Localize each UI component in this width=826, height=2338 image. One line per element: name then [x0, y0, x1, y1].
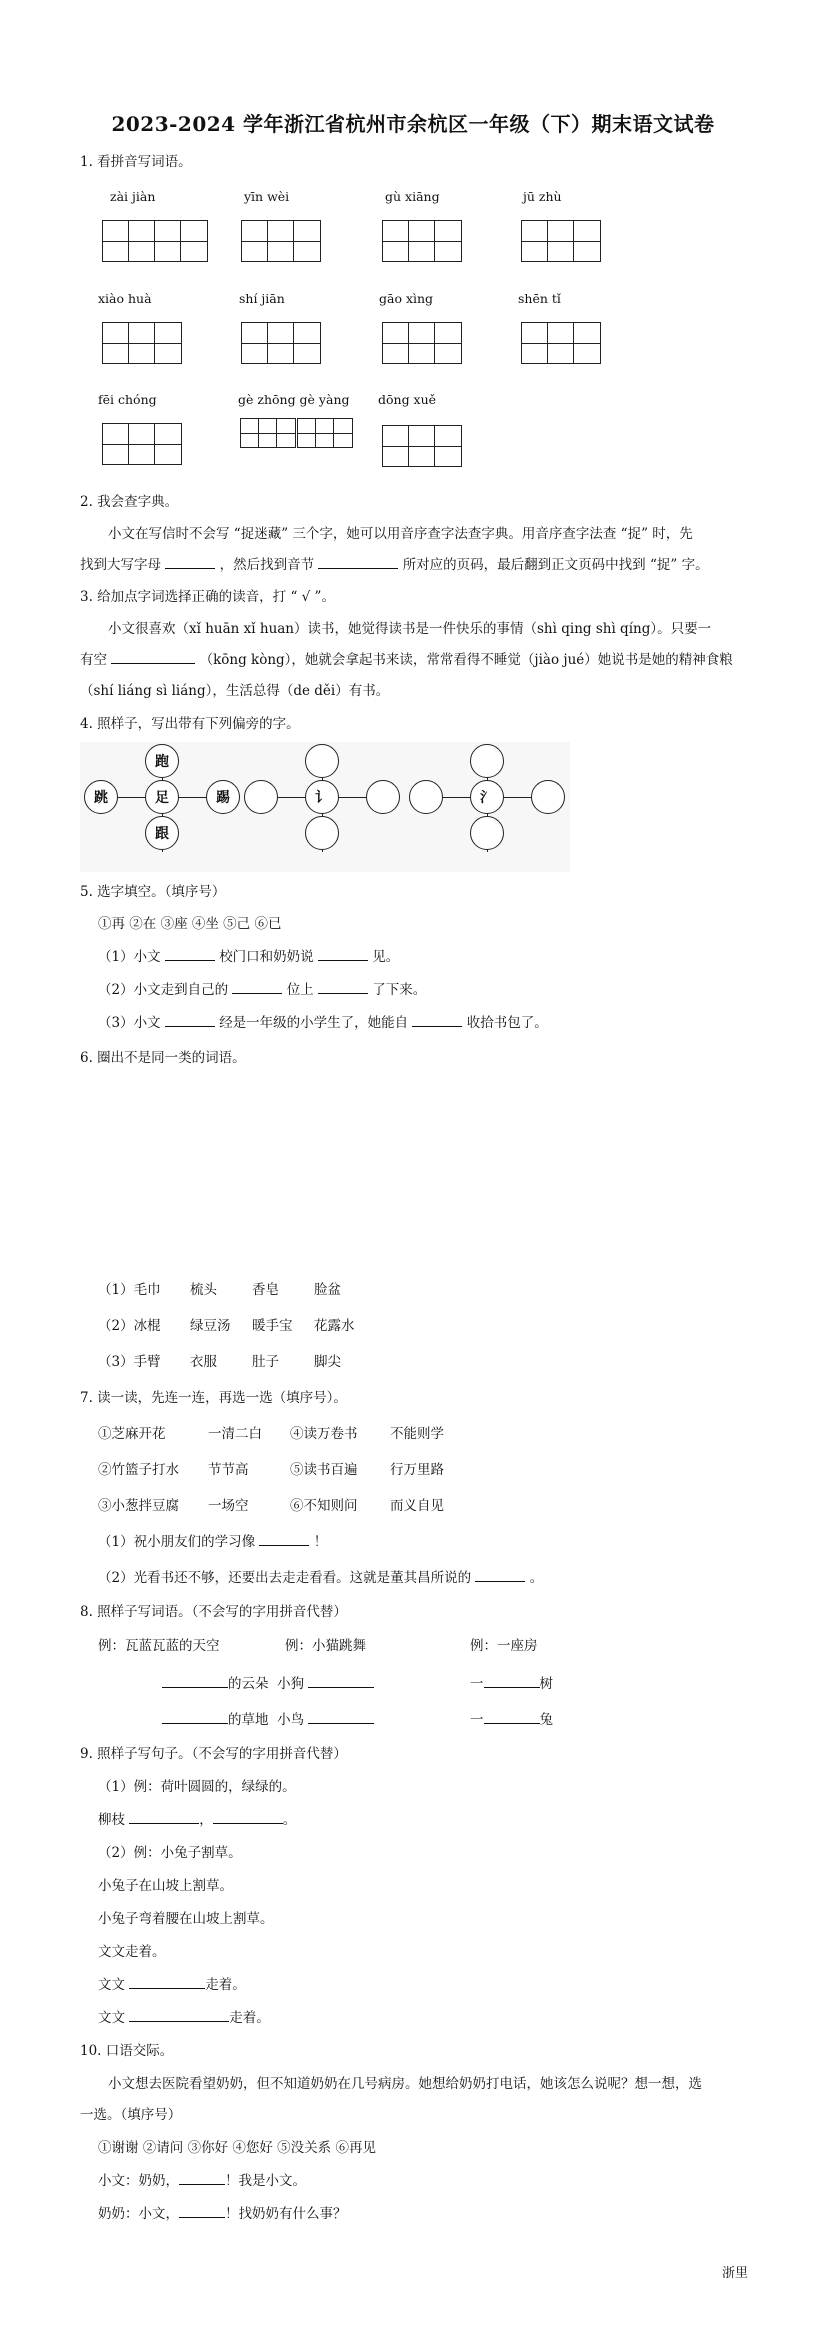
q6-label: 6. 圈出不是同一类的词语。	[80, 1050, 246, 1066]
q1-pinyin: shēn tǐ	[518, 291, 561, 306]
answer-blank[interactable]	[318, 556, 398, 569]
answer-blank[interactable]	[129, 2009, 229, 2022]
q9-text: 。	[282, 1812, 297, 1828]
q2-label: 2. 我会查字典。	[80, 494, 179, 510]
q10-options: ①谢谢 ②请问 ③你好 ④您好 ⑤没关系 ⑥再见	[98, 2140, 376, 2156]
q8-text: 小狗	[277, 1676, 305, 1692]
answer-circle[interactable]	[305, 744, 339, 778]
q8-text: 的云朵	[228, 1676, 269, 1692]
answer-circle[interactable]	[470, 816, 504, 850]
q1-pinyin: gāo xìng	[379, 291, 434, 306]
q7-item[interactable]: 节节高	[208, 1462, 249, 1478]
q9-answer-line	[98, 1808, 296, 1828]
q1-pinyin: dōng xuě	[378, 392, 437, 407]
q5-text: （1）小文	[98, 949, 161, 965]
q5-sentence	[98, 945, 399, 965]
q3-text: （shí liáng sì liáng），生活总得（de děi）有书。	[80, 683, 390, 699]
page-title: 2023-2024 学年浙江省杭州市余杭区一年级（下）期末语文试卷	[111, 112, 715, 136]
answer-blank[interactable]	[111, 651, 195, 664]
answer-circle[interactable]	[366, 780, 400, 814]
q6-word[interactable]: 肚子	[252, 1354, 279, 1370]
q6-word[interactable]: 香皂	[252, 1282, 279, 1298]
answer-blank[interactable]	[412, 1014, 462, 1027]
answer-blank[interactable]	[165, 556, 215, 569]
q1-pinyin: xiào huà	[98, 291, 152, 306]
answer-blank[interactable]	[213, 1811, 283, 1824]
answer-blank[interactable]	[318, 981, 368, 994]
q1-answer-grid[interactable]	[382, 322, 462, 364]
q6-word[interactable]: 脸盆	[314, 1282, 341, 1298]
answer-blank[interactable]	[259, 1533, 309, 1546]
q10-text: 小文想去医院看望奶奶，但不知道奶奶在几号病房。她想给奶奶打电话，她该怎么说呢？想一想，选	[108, 2076, 702, 2092]
q1-pinyin: fēi chóng	[98, 392, 157, 407]
q8-example: 例：瓦蓝瓦蓝的天空	[98, 1638, 220, 1654]
answer-blank[interactable]	[318, 948, 368, 961]
q7-text: （2）光看书还不够，还要出去走走看看。这就是董其昌所说的	[98, 1570, 472, 1586]
q8-text: 一	[470, 1712, 484, 1728]
answer-circle[interactable]	[305, 816, 339, 850]
q6-word[interactable]: （2）冰棍	[98, 1318, 161, 1334]
q7-label: 7. 读一读，先连一连，再选一选（填序号）。	[80, 1390, 347, 1406]
q9-text: 走着。	[205, 1977, 246, 1993]
q5-label: 5. 选字填空。（填序号）	[80, 884, 226, 900]
q5-text: （3）小文	[98, 1015, 161, 1031]
q7-item[interactable]: 行万里路	[390, 1462, 444, 1478]
q5-text: 收拾书包了。	[466, 1015, 548, 1031]
example-char-circle: 跟	[145, 816, 179, 850]
q7-text: 。	[529, 1570, 544, 1586]
q1-answer-grid[interactable]	[241, 322, 321, 364]
q9-example: （2）例：小兔子割草。	[98, 1845, 242, 1861]
answer-blank[interactable]	[475, 1569, 525, 1582]
answer-blank[interactable]	[179, 2172, 225, 2185]
q1-answer-grid[interactable]	[382, 425, 462, 467]
answer-blank[interactable]	[308, 1711, 374, 1724]
q6-word[interactable]: 花露水	[314, 1318, 355, 1334]
q3-text: 有空	[80, 652, 107, 668]
q7-item[interactable]: 而义自见	[390, 1498, 444, 1514]
q1-pinyin: gè zhōng gè yàng	[238, 392, 350, 407]
q6-word[interactable]: 衣服	[190, 1354, 217, 1370]
q5-text: （2）小文走到自己的	[98, 982, 229, 998]
answer-blank[interactable]	[129, 1976, 205, 1989]
q9-text: 文文	[98, 1977, 125, 1993]
q10-text: ！我是小文。	[225, 2173, 306, 2189]
q6-word[interactable]: 绿豆汤	[190, 1318, 231, 1334]
q7-item[interactable]: ②竹篮子打水	[98, 1462, 179, 1478]
q2-text: ，然后找到音节	[219, 557, 315, 573]
q1-pinyin: gù xiāng	[385, 189, 440, 204]
q9-text: 走着。	[229, 2010, 270, 2026]
q1-answer-grid[interactable]	[521, 322, 601, 364]
example-char-circle: 跳	[84, 780, 118, 814]
radical-circle: 氵	[470, 780, 504, 814]
answer-blank[interactable]	[232, 981, 282, 994]
page-footer: 浙里	[721, 2266, 748, 2281]
answer-circle[interactable]	[470, 744, 504, 778]
q8-row	[162, 1708, 374, 1728]
q6-word[interactable]: 梳头	[190, 1282, 217, 1298]
q8-text: 小鸟	[277, 1712, 305, 1728]
q1-answer-grid[interactable]	[102, 423, 182, 465]
answer-blank[interactable]	[179, 2205, 225, 2218]
q1-label: 1. 看拼音写词语。	[80, 154, 192, 170]
q7-item[interactable]: 一清二白	[208, 1426, 262, 1442]
q7-text: （1）祝小朋友们的学习像	[98, 1534, 256, 1550]
q10-text: 小文：奶奶，	[98, 2173, 179, 2189]
example-char-circle: 踢	[206, 780, 240, 814]
q1-answer-grid[interactable]	[297, 418, 353, 448]
q1-answer-grid[interactable]	[240, 418, 296, 448]
q3-label: 3. 给加点字词选择正确的读音，打 “ √ ”。	[80, 589, 335, 605]
answer-blank[interactable]	[165, 1014, 215, 1027]
q6-row	[98, 1350, 341, 1370]
q2-text: 小文在写信时不会写 “捉迷藏” 三个字，她可以用音序查字法查字典。用音序查字法查 “捉” 时，先	[108, 526, 693, 542]
radical-circle: 足	[145, 780, 179, 814]
q8-example: 例：一座房	[470, 1638, 538, 1654]
q8-text: 兔	[539, 1712, 553, 1728]
q2-text-line	[80, 553, 709, 573]
answer-blank[interactable]	[165, 948, 215, 961]
q9-example: （1）例：荷叶圆圆的，绿绿的。	[98, 1779, 296, 1795]
q1-pinyin: jū zhù	[523, 189, 562, 204]
q7-row	[98, 1494, 444, 1514]
q3-text: （kōng kòng），她就会拿起书来读，常常看得不睡觉（jiào jué）她说书是她的精神食粮	[199, 652, 733, 668]
q10-text: 奶奶：小文，	[98, 2206, 179, 2222]
q7-item[interactable]: ①芝麻开花	[98, 1426, 166, 1442]
q7-sentence	[98, 1530, 327, 1550]
answer-circle[interactable]	[244, 780, 278, 814]
q5-options: ①再 ②在 ③座 ④坐 ⑤己 ⑥已	[98, 916, 282, 932]
q10-label: 10. 口语交际。	[80, 2043, 174, 2059]
q1-answer-grid[interactable]	[382, 220, 462, 262]
q7-text: ！	[313, 1534, 328, 1550]
q1-pinyin: shí jiān	[239, 291, 285, 306]
q1-answer-grid[interactable]	[241, 220, 321, 262]
q5-sentence	[98, 1011, 548, 1031]
q7-item[interactable]: ⑥不知则问	[290, 1498, 358, 1514]
q6-word[interactable]: 脚尖	[314, 1354, 341, 1370]
q2-text: 找到大写字母	[80, 557, 161, 573]
q7-item[interactable]: ③小葱拌豆腐	[98, 1498, 179, 1514]
q6-row	[98, 1278, 341, 1298]
answer-circle[interactable]	[409, 780, 443, 814]
q8-label: 8. 照样子写词语。（不会写的字用拼音代替）	[80, 1604, 347, 1620]
answer-blank[interactable]	[484, 1675, 540, 1688]
q1-answer-grid[interactable]	[102, 322, 182, 364]
q10-text: ！找奶奶有什么事？	[225, 2206, 347, 2222]
q1-pinyin: yīn wèi	[244, 189, 290, 204]
q5-text: 位上	[286, 982, 314, 998]
q9-answer-line	[98, 1973, 246, 1993]
answer-blank[interactable]	[484, 1711, 540, 1724]
q8-text: 一	[470, 1676, 484, 1692]
q9-text: 柳枝	[98, 1812, 125, 1828]
q9-label: 9. 照样子写句子。（不会写的字用拼音代替）	[80, 1746, 347, 1762]
q9-example: 小兔子弯着腰在山坡上割草。	[98, 1911, 274, 1927]
q7-row	[98, 1422, 444, 1442]
q6-word[interactable]: 暖手宝	[252, 1318, 293, 1334]
q7-item[interactable]: 一场空	[208, 1498, 249, 1514]
q9-text: 文文	[98, 2010, 125, 2026]
q4-label: 4. 照样子，写出带有下列偏旁的字。	[80, 716, 300, 732]
q7-item[interactable]: 不能则学	[390, 1426, 444, 1442]
q6-row	[98, 1314, 355, 1334]
q7-item[interactable]: ④读万卷书	[290, 1426, 358, 1442]
example-char-circle: 跑	[145, 744, 179, 778]
answer-blank[interactable]	[308, 1675, 374, 1688]
q8-row	[470, 1708, 553, 1728]
radical-circle: 讠	[305, 780, 339, 814]
q5-sentence	[98, 978, 426, 998]
q7-row	[98, 1458, 444, 1478]
q10-dialogue	[98, 2202, 347, 2222]
q5-text: 了下来。	[372, 982, 427, 998]
radical-diagram	[80, 742, 570, 872]
q1-answer-grid[interactable]	[521, 220, 601, 262]
answer-blank[interactable]	[129, 1811, 199, 1824]
q5-text: 见。	[372, 949, 400, 965]
q1-answer-grid[interactable]	[102, 220, 208, 262]
answer-blank[interactable]	[162, 1711, 228, 1724]
q5-text: 校门口和奶奶说	[219, 949, 314, 965]
q9-example: 小兔子在山坡上割草。	[98, 1878, 233, 1894]
q6-word[interactable]: （1）毛巾	[98, 1282, 161, 1298]
q9-text: ，	[199, 1812, 213, 1828]
q8-example: 例：小猫跳舞	[285, 1638, 366, 1654]
q7-item[interactable]: ⑤读书百遍	[290, 1462, 358, 1478]
answer-circle[interactable]	[531, 780, 565, 814]
q5-text: 经是一年级的小学生了，她能自	[219, 1015, 409, 1031]
q3-text-line	[80, 648, 733, 668]
q6-word[interactable]: （3）手臂	[98, 1354, 161, 1370]
q9-answer-line	[98, 2006, 270, 2026]
q10-text: 一选。（填序号）	[80, 2107, 182, 2123]
q2-text: 所对应的页码，最后翻到正文页码中找到 “捉” 字。	[402, 557, 709, 573]
q10-dialogue	[98, 2169, 306, 2189]
q3-text: 小文很喜欢（xǐ huān xǐ huan）读书，她觉得读书是一件快乐的事情（shì qing shì qíng）。只要一	[108, 621, 712, 637]
q7-sentence	[98, 1566, 543, 1586]
q8-text: 树	[539, 1676, 553, 1692]
q8-row	[162, 1672, 374, 1692]
q1-pinyin: zài jiàn	[110, 189, 156, 204]
q9-example: 文文走着。	[98, 1944, 166, 1960]
answer-blank[interactable]	[162, 1675, 228, 1688]
q8-text: 的草地	[228, 1712, 269, 1728]
q8-row	[470, 1672, 553, 1692]
